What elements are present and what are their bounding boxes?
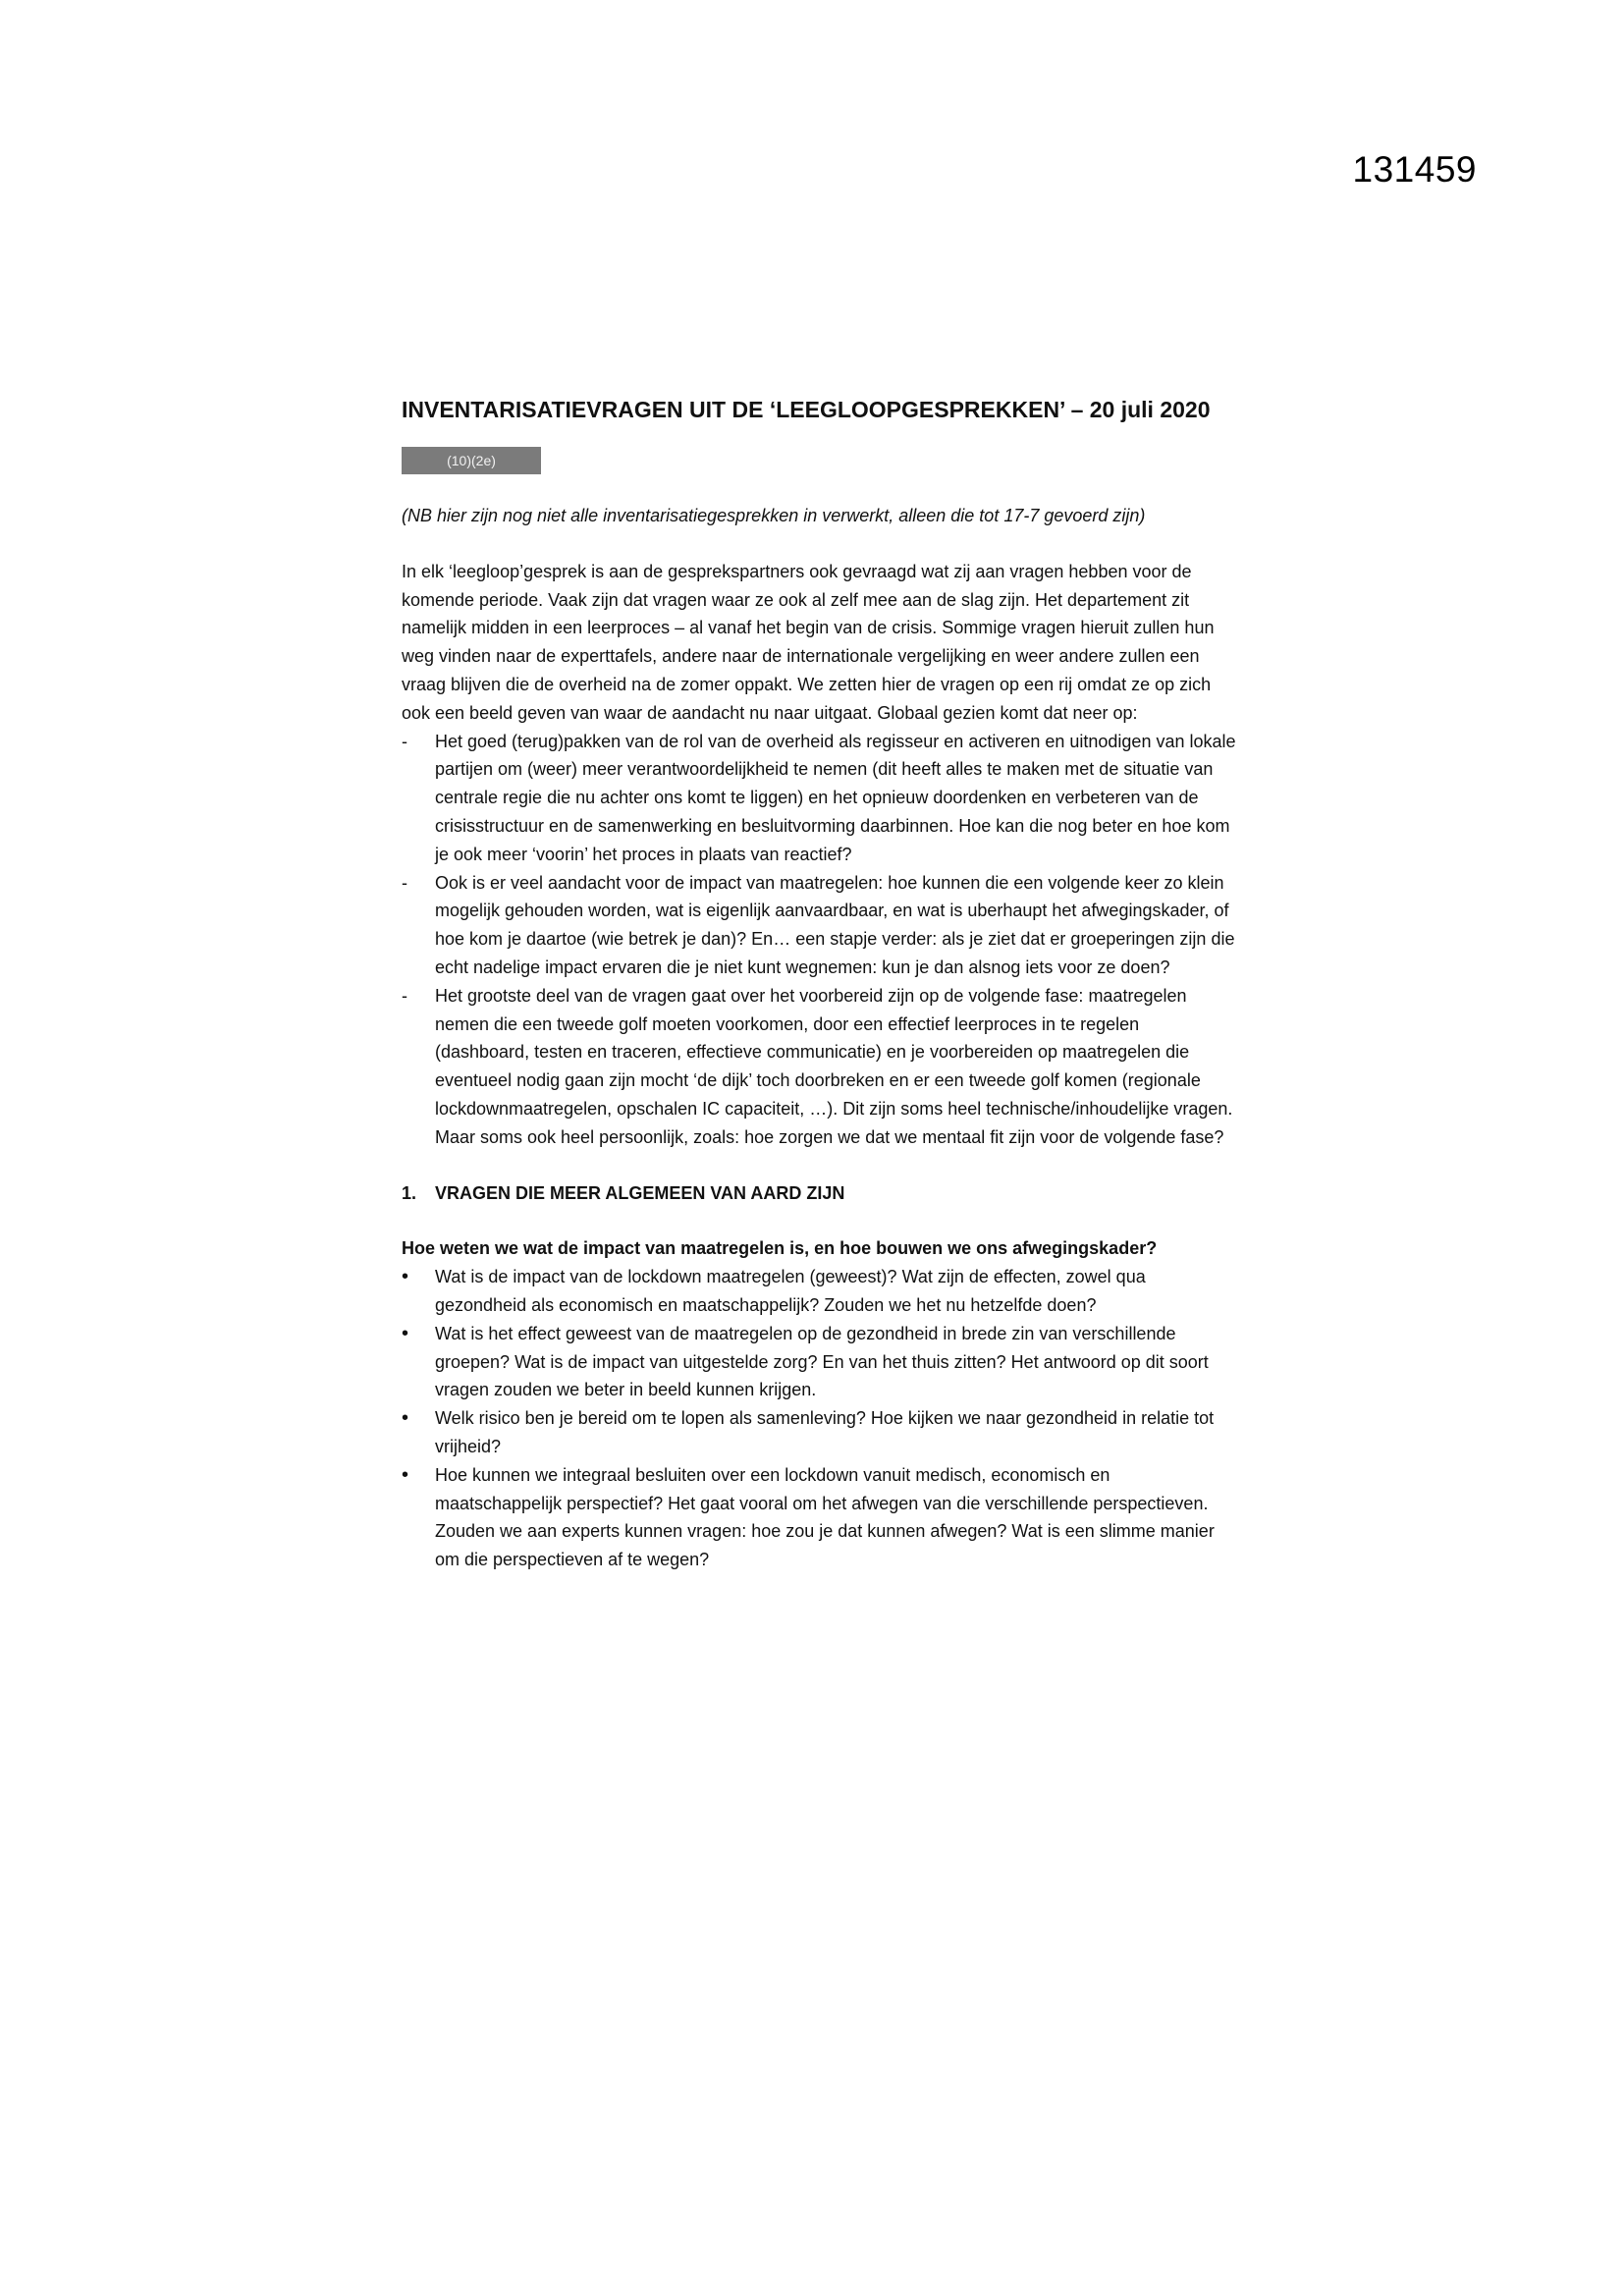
document-number: 131459: [1352, 149, 1477, 190]
document-title: INVENTARISATIEVRAGEN UIT DE ‘LEEGLOOPGESPREKKEN’ – 20 juli 2020: [402, 397, 1211, 422]
note-paragraph: (NB hier zijn nog niet alle inventarisatiegesprekken in verwerkt, alleen die tot 17-7 gevoerd zijn): [402, 506, 1146, 525]
section-heading: [402, 1179, 1236, 1208]
redaction-block: (10)(2e): [402, 447, 541, 474]
bullet-list-item: • Welk risico ben je bereid om te lopen als samenleving? Hoe kijken we naar gezondheid in relatie tot vrijheid?: [402, 1404, 1236, 1461]
bullet-list-item: • Hoe kunnen we integraal besluiten over een lockdown vanuit medisch, economisch en maatschappelijk perspectief? Het gaat vooral om het afwegen van die verschillende perspectieven. Zouden we aan experts kunnen vragen: hoe zou je dat kunnen afwegen? Wat is een slimme manier om die perspectieven af te wegen?: [402, 1461, 1236, 1574]
document-body: [402, 395, 1236, 1574]
intro-paragraph: In elk ‘leegloop’gesprek is aan de gesprekspartners ook gevraagd wat zij aan vragen hebben voor de komende periode. Vaak zijn dat vragen waar ze ook al zelf mee aan de slag zijn. Het departement zit namelijk midden in een leerproces – al vanaf het begin van de crisis. Sommige vragen hieruit zullen hun weg vinden naar de experttafels, andere naar de internationale vergelijking en weer andere zullen een vraag blijven die de overheid na de zomer oppakt. We zetten hier de vragen op een rij omdat ze op zich ook een beeld geven van waar de aandacht nu naar uitgaat. Globaal gezien komt dat neer op:: [402, 561, 1215, 723]
dash-list-item: - Het goed (terug)pakken van de rol van de overheid als regisseur en activeren en uitnodigen van lokale partijen om (weer) meer verantwoordelijkheid te nemen (dit heeft alles te maken met de situatie van centrale regie die nu achter ons komt te liggen) en het opnieuw doordenken en verbeteren van de crisisstructuur en de samenwerking en besluitvorming daarbinnen. Hoe kan die nog beter en hoe kom je ook meer ‘voorin’ het proces in plaats van reactief?: [402, 728, 1236, 869]
dash-list: [402, 728, 1236, 1152]
bullet-list: [402, 1263, 1236, 1574]
dash-list-item: - Ook is er veel aandacht voor de impact van maatregelen: hoe kunnen die een volgende keer zo klein mogelijk gehouden worden, wat is eigenlijk aanvaardbaar, en wat is uberhaupt het afwegingskader, of hoe kom je daartoe (wie betrek je dan)? En… een stapje verder: als je ziet dat er groeperingen zijn die echt nadelige impact ervaren die je niet kunt wegnemen: kun je dan alsnog iets voor ze doen?: [402, 869, 1236, 982]
subsection-heading: Hoe weten we wat de impact van maatregelen is, en hoe bouwen we ons afwegingskader?: [402, 1238, 1158, 1259]
bullet-list-item: • Wat is de impact van de lockdown maatregelen (geweest)? Wat zijn de effecten, zowel qua gezondheid als economisch en maatschappelijk? Zouden we het nu hetzelfde doen?: [402, 1263, 1236, 1320]
section-number: 1.: [402, 1182, 417, 1203]
bullet-list-item: • Wat is het effect geweest van de maatregelen op de gezondheid in brede zin van verschillende groepen? Wat is de impact van uitgestelde zorg? En van het thuis zitten? Het antwoord op dit soort vragen zouden we beter in beeld kunnen krijgen.: [402, 1320, 1236, 1404]
section-title: VRAGEN DIE MEER ALGEMEEN VAN AARD ZIJN: [435, 1182, 845, 1203]
dash-list-item: - Het grootste deel van de vragen gaat over het voorbereid zijn op de volgende fase: maatregelen nemen die een tweede golf moeten voorkomen, door een effectief leerproces in te regelen (dashboard, testen en traceren, effectieve communicatie) en je voorbereiden op maatregelen die eventueel nodig gaan zijn mocht ‘de dijk’ toch doorbreken en er een tweede golf komen (regionale lockdownmaatregelen, opschalen IC capaciteit, …). Dit zijn soms heel technische/inhoudelijke vragen. Maar soms ook heel persoonlijk, zoals: hoe zorgen we dat we mentaal fit zijn voor de volgende fase?: [402, 982, 1236, 1152]
